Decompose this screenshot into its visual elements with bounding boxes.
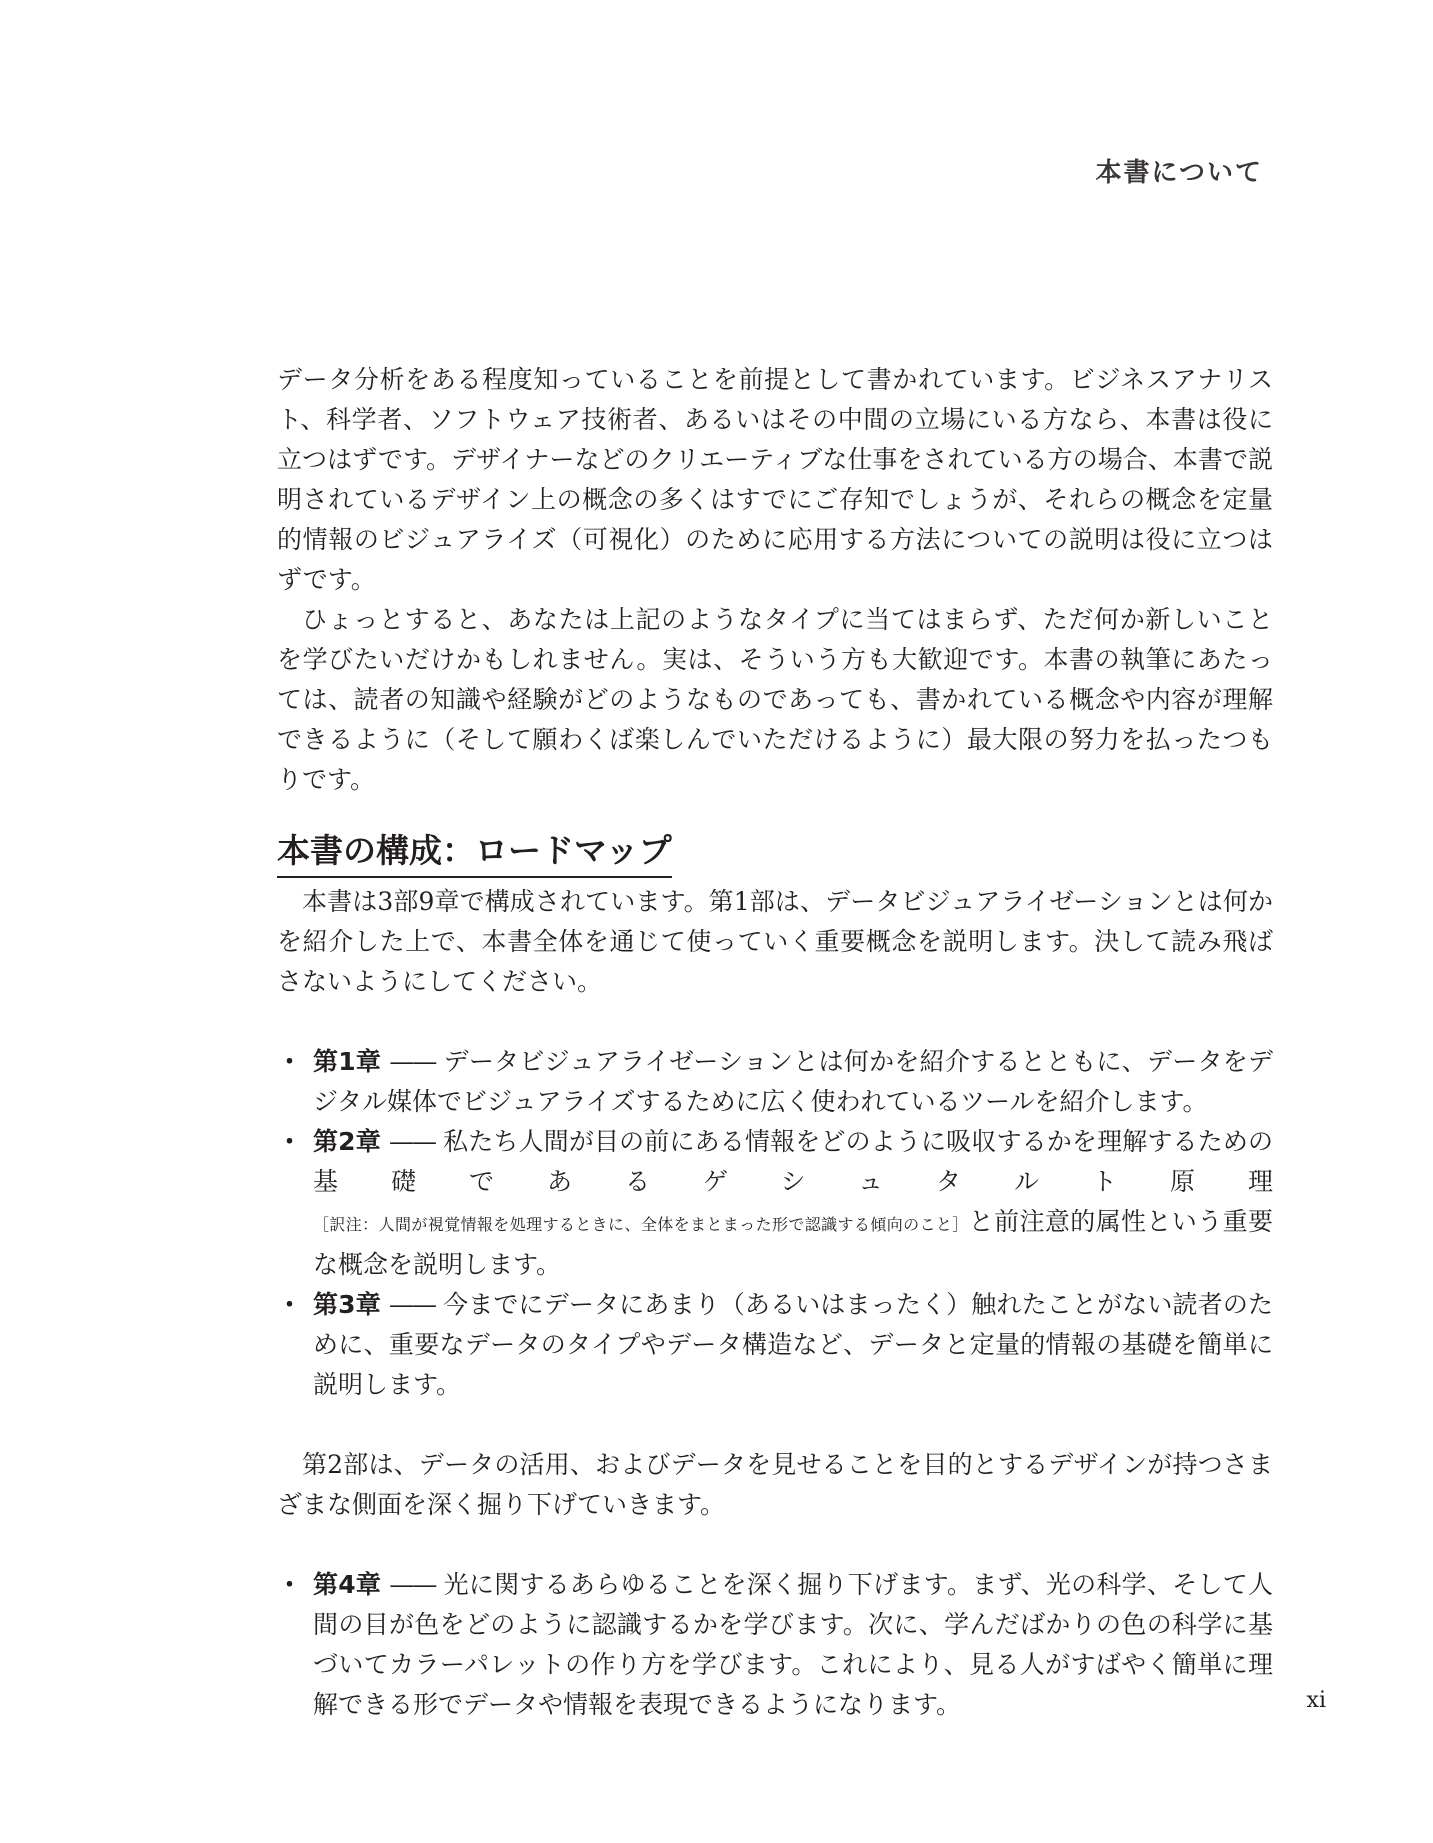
chapter-description: 光に関するあらゆることを深く掘り下げます。まず、光の科学、そして人間の目が色をどのように認識するかを学びます。次に、学んだばかりの色の科学に基づいてカラーパレットの作り方を学びます。これにより、見る人がすばやく簡単に理解できる形でデータや情報を表現できるようになります。 <box>313 1570 1273 1719</box>
translator-note: ［訳注：人間が視覚情報を処理するときに、全体をまとまった形で認識する傾向のこと］ <box>313 1215 969 1234</box>
list-item-chapter-1 <box>277 1042 1273 1122</box>
chapter-list-part2 <box>277 1565 1273 1725</box>
chapter-label: 第2章 <box>313 1127 381 1156</box>
list-item-chapter-3 <box>277 1285 1273 1405</box>
bullet-icon: ・ <box>277 1570 303 1599</box>
page-number: xi <box>1306 1688 1326 1713</box>
bullet-icon: ・ <box>277 1047 303 1076</box>
spacer <box>277 1525 1273 1565</box>
em-dash: —— <box>388 1127 435 1156</box>
bullet-icon: ・ <box>277 1127 303 1156</box>
part2-intro-paragraph: 第2部は、データの活用、およびデータを見せることを目的とするデザインが持つさまざまな側面を深く掘り下げていきます。 <box>277 1450 1273 1519</box>
spacer <box>277 1405 1273 1445</box>
chapter-description: データビジュアライゼーションとは何かを紹介するとともに、データをデジタル媒体でビジュアライズするために広く使われているツールを紹介します。 <box>313 1047 1273 1116</box>
section-heading-roadmap: 本書の構成：ロードマップ <box>277 828 672 878</box>
em-dash: —— <box>389 1570 436 1599</box>
chapter-label: 第3章 <box>313 1290 381 1319</box>
spacer <box>277 1002 1273 1042</box>
em-dash: —— <box>389 1047 436 1076</box>
chapter-description-continued: と前注意的属性という重要な概念を説明します。 <box>313 1207 1273 1279</box>
list-item-chapter-2 <box>277 1122 1273 1285</box>
page-content <box>277 360 1273 1725</box>
intro-paragraph-1: データ分析をある程度知っていることを前提として書かれています。ビジネスアナリスト、科学者、ソフトウェア技術者、あるいはその中間の立場にいる方なら、本書は役に立つはずです。デザイナーなどのクリエーティブな仕事をされている方の場合、本書で説明されているデザイン上の概念の多くはすでにご存知でしょうが、それらの概念を定量的情報のビジュアライズ（可視化）のために応用する方法についての説明は役に立つはずです。 <box>277 365 1273 594</box>
chapter-description: 今までにデータにあまり（あるいはまったく）触れたことがない読者のために、重要なデータのタイプやデータ構造など、データと定量的情報の基礎を簡単に説明します。 <box>313 1290 1273 1399</box>
chapter-list-part1 <box>277 1042 1273 1405</box>
list-item-chapter-4 <box>277 1565 1273 1725</box>
chapter-description: 私たち人間が目の前にある情報をどのように吸収するかを理解するための基礎であるゲシュタルト原理 <box>313 1127 1273 1196</box>
part1-intro-paragraph: 本書は3部9章で構成されています。第1部は、データビジュアライゼーションとは何かを紹介した上で、本書全体を通じて使っていく重要概念を説明します。決して読み飛ばさないようにしてください。 <box>277 887 1273 996</box>
em-dash: —— <box>388 1290 435 1319</box>
bullet-icon: ・ <box>277 1290 303 1319</box>
chapter-label: 第4章 <box>313 1570 382 1599</box>
intro-paragraph-2: ひょっとすると、あなたは上記のようなタイプに当てはまらず、ただ何か新しいことを学びたいだけかもしれません。実は、そういう方も大歓迎です。本書の執筆にあたっては、読者の知識や経験がどのようなものであっても、書かれている概念や内容が理解できるように（そして願わくば楽しんでいただけるように）最大限の努力を払ったつもりです。 <box>277 605 1273 794</box>
chapter-label: 第1章 <box>313 1047 382 1076</box>
running-head: 本書について <box>1095 158 1263 188</box>
